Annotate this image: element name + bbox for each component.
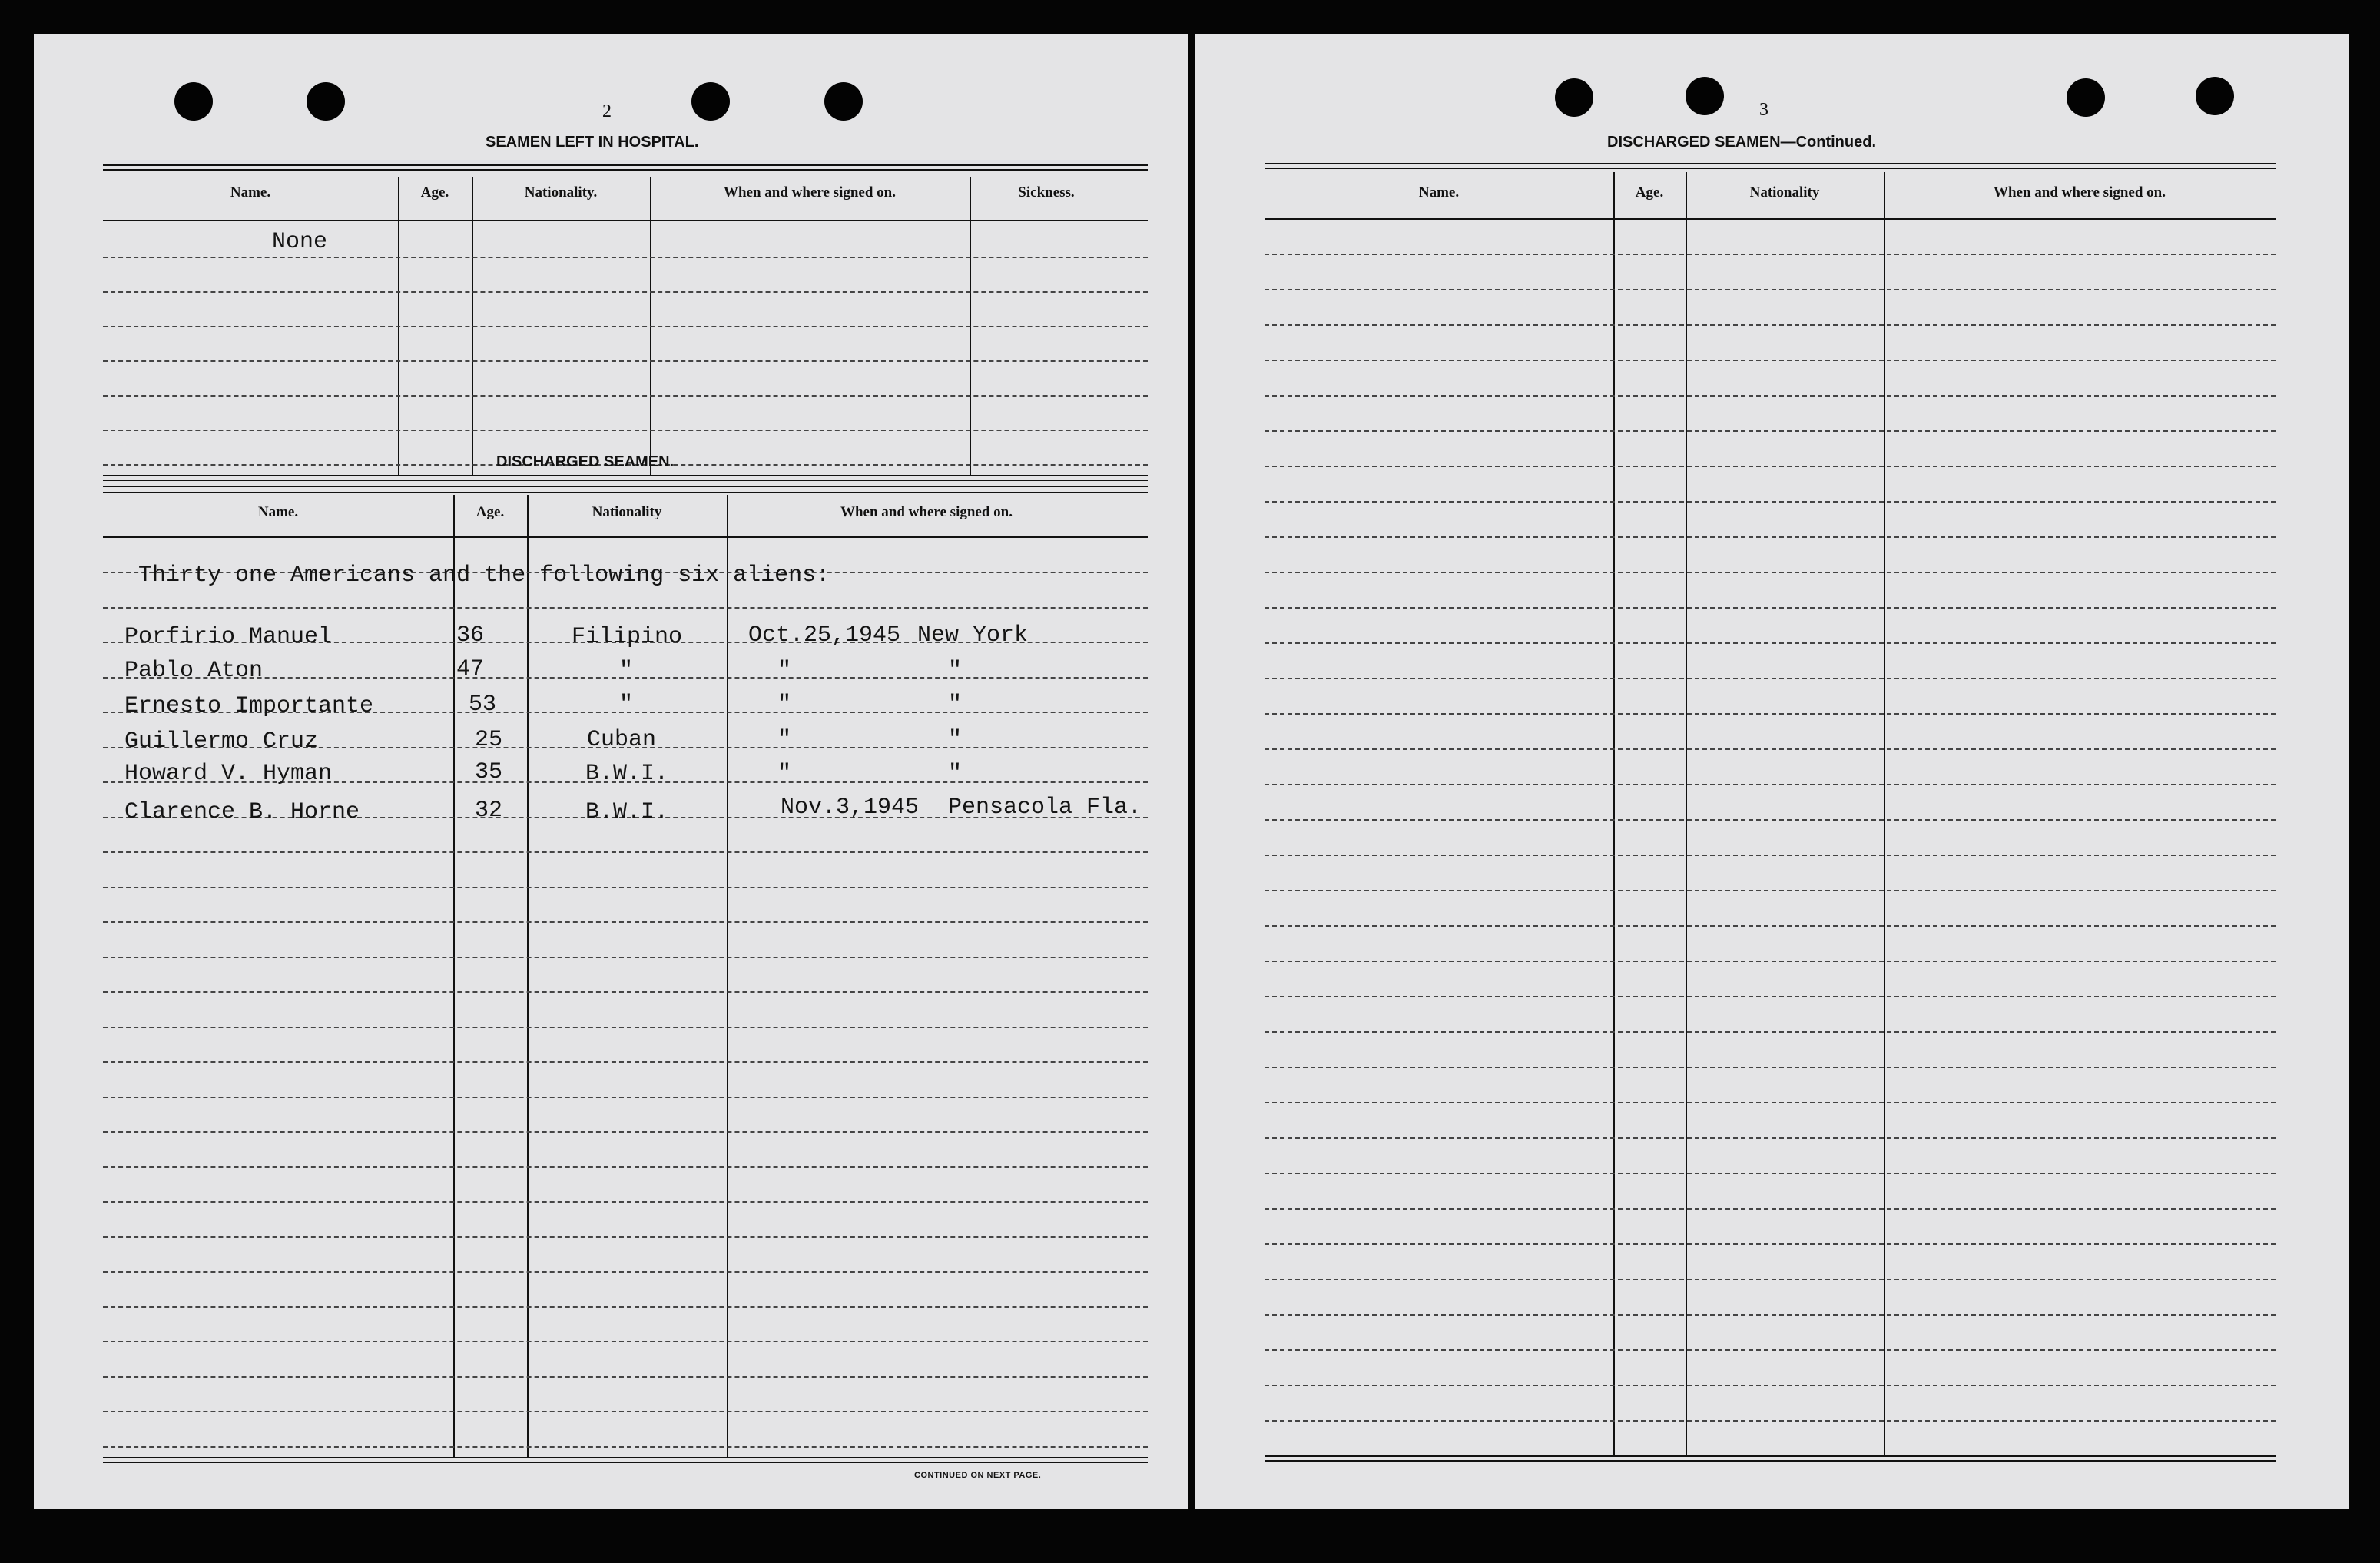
row-signed-date: ": [777, 761, 792, 787]
left-page: [34, 34, 1188, 1509]
ruling-line: [1265, 1102, 2276, 1103]
ruling-line: [1265, 1031, 2276, 1033]
ruling-line: [1265, 289, 2276, 290]
ruling-line: [103, 1236, 1148, 1238]
ruling-line: [103, 851, 1148, 853]
discharged-section-title: DISCHARGED SEAMEN.: [496, 453, 675, 470]
binder-hole: [2067, 78, 2105, 117]
row-signed-place: ": [948, 658, 963, 684]
ruling-line: [1265, 713, 2276, 715]
ruling-line: [1265, 466, 2276, 467]
bottom-rule: [1265, 1460, 2276, 1462]
section-rule: [103, 475, 1148, 476]
continued-col-age: Age.: [1635, 184, 1664, 201]
row-signed-date: ": [777, 727, 792, 753]
ruling-line: [103, 1376, 1148, 1378]
ruling-line: [103, 1411, 1148, 1412]
ruling-line: [1265, 1279, 2276, 1280]
discharged-col-when-where: When and where signed on.: [840, 504, 1013, 520]
row-name: Clarence B. Horne: [124, 799, 360, 825]
ruling-line: [103, 921, 1148, 923]
bottom-rule: [103, 1457, 1148, 1458]
ruling-line: [1265, 360, 2276, 361]
binder-hole: [174, 82, 213, 121]
row-nationality: Filipino: [572, 624, 683, 650]
hospital-col-name: Name.: [230, 184, 271, 201]
table-top-rule: [103, 492, 1148, 493]
row-age: 36: [456, 622, 485, 649]
ruling-line: [103, 395, 1148, 397]
row-age: 47: [456, 656, 485, 682]
top-rule: [1265, 168, 2276, 169]
ruling-line: [103, 1271, 1148, 1273]
ruling-line: [1265, 925, 2276, 927]
column-divider: [1884, 172, 1885, 1457]
row-signed-date: Nov.3,1945: [781, 795, 920, 821]
row-age: 25: [475, 727, 503, 753]
column-divider: [1686, 172, 1687, 1457]
row-nationality: Cuban: [587, 727, 657, 753]
ruling-line: [103, 257, 1148, 258]
ruling-line: [1265, 254, 2276, 255]
continued-col-nationality: Nationality: [1749, 184, 1820, 201]
ruling-line: [1265, 501, 2276, 503]
ruling-line: [1265, 996, 2276, 997]
ruling-line: [1265, 961, 2276, 962]
hospital-section-title: SEAMEN LEFT IN HOSPITAL.: [486, 134, 699, 151]
continued-col-when-where: When and where signed on.: [1993, 184, 2166, 201]
row-signed-place: Pensacola Fla.: [948, 795, 1142, 821]
ruling-line: [103, 291, 1148, 293]
row-nationality: ": [619, 658, 634, 684]
continued-col-name: Name.: [1418, 184, 1460, 201]
top-rule: [103, 164, 1148, 166]
column-divider: [1613, 172, 1615, 1457]
discharged-continued-title: DISCHARGED SEAMEN—Continued.: [1607, 134, 1876, 151]
ruling-line: [1265, 1420, 2276, 1422]
binder-hole: [824, 82, 863, 121]
ruling-line: [1265, 324, 2276, 326]
continued-footer: CONTINUED ON NEXT PAGE.: [914, 1471, 1042, 1480]
ruling-line: [103, 1131, 1148, 1133]
row-nationality: B.W.I.: [585, 761, 669, 787]
ruling-line: [1265, 1349, 2276, 1351]
row-name: Porfirio Manuel: [124, 624, 333, 650]
hospital-entry-none: None: [272, 229, 328, 255]
ruling-line: [1265, 395, 2276, 397]
discharged-col-nationality: Nationality: [592, 504, 662, 520]
row-signed-date: ": [777, 692, 792, 718]
header-underline: [103, 220, 1148, 221]
row-signed-place: ": [948, 692, 963, 718]
ruling-line: [103, 1027, 1148, 1028]
ruling-line: [103, 957, 1148, 958]
row-name: Pablo Aton: [124, 658, 264, 684]
ruling-line: [1265, 642, 2276, 644]
ruling-line: [1265, 1067, 2276, 1068]
ruling-line: [1265, 678, 2276, 679]
discharged-col-name: Name.: [257, 504, 299, 520]
ruling-line: [103, 1166, 1148, 1168]
top-rule: [103, 169, 1148, 171]
column-divider: [727, 495, 728, 1458]
ruling-line: [103, 1061, 1148, 1063]
column-divider: [453, 495, 455, 1458]
ruling-line: [103, 1446, 1148, 1448]
row-signed-place: ": [948, 761, 963, 787]
ruling-line: [103, 607, 1148, 609]
ruling-line: [1265, 607, 2276, 609]
row-nationality: ": [619, 692, 634, 718]
row-signed-place: New York: [917, 622, 1029, 649]
ruling-line: [103, 1306, 1148, 1308]
ruling-line: [103, 991, 1148, 993]
ruling-line: [1265, 430, 2276, 432]
ruling-line: [103, 1097, 1148, 1098]
right-page: [1195, 34, 2349, 1509]
ruling-line: [1265, 1385, 2276, 1386]
page-number: 2: [602, 101, 612, 121]
ruling-line: [103, 326, 1148, 327]
ruling-line: [1265, 572, 2276, 573]
ruling-line: [1265, 855, 2276, 856]
top-rule: [1265, 163, 2276, 164]
binder-hole: [2196, 77, 2234, 115]
table-top-rule: [103, 486, 1148, 487]
ruling-line: [1265, 748, 2276, 750]
ruling-line: [103, 1201, 1148, 1203]
ruling-line: [1265, 1243, 2276, 1245]
header-underline: [103, 536, 1148, 538]
hospital-col-sickness: Sickness.: [1018, 184, 1075, 201]
page-number: 3: [1759, 100, 1768, 120]
row-signed-date: Oct.25,1945: [748, 622, 901, 649]
ruling-line: [103, 360, 1148, 362]
discharged-intro: Thirty one Americans and the following six aliens:: [138, 562, 830, 589]
ruling-line: [1265, 1208, 2276, 1210]
column-divider: [527, 495, 529, 1458]
ruling-line: [1265, 819, 2276, 821]
header-underline: [1265, 218, 2276, 220]
ruling-line: [1265, 536, 2276, 538]
hospital-col-age: Age.: [420, 184, 449, 201]
row-name: Guillermo Cruz: [124, 728, 319, 755]
binder-hole: [1686, 77, 1724, 115]
ruling-line: [1265, 890, 2276, 891]
row-nationality: B.W.I.: [585, 799, 669, 825]
ruling-line: [1265, 1137, 2276, 1139]
ruling-line: [103, 430, 1148, 431]
bottom-rule: [1265, 1455, 2276, 1457]
hospital-col-when-where: When and where signed on.: [723, 184, 896, 201]
ruling-line: [1265, 784, 2276, 785]
row-age: 35: [475, 759, 503, 785]
row-name: Howard V. Hyman: [124, 761, 333, 787]
row-age: 32: [475, 798, 503, 824]
binder-hole: [1555, 78, 1593, 117]
binder-hole: [691, 82, 730, 121]
ruling-line: [1265, 1173, 2276, 1174]
bottom-rule: [103, 1462, 1148, 1463]
row-signed-date: ": [777, 658, 792, 684]
ruling-line: [103, 1341, 1148, 1342]
row-name: Ernesto Importante: [124, 693, 374, 719]
ruling-line: [1265, 1314, 2276, 1316]
hospital-col-nationality: Nationality.: [524, 184, 598, 201]
row-signed-place: ": [948, 727, 963, 753]
discharged-col-age: Age.: [476, 504, 505, 520]
row-age: 53: [469, 692, 497, 718]
binder-hole: [307, 82, 345, 121]
section-rule: [103, 480, 1148, 481]
ruling-line: [103, 887, 1148, 888]
